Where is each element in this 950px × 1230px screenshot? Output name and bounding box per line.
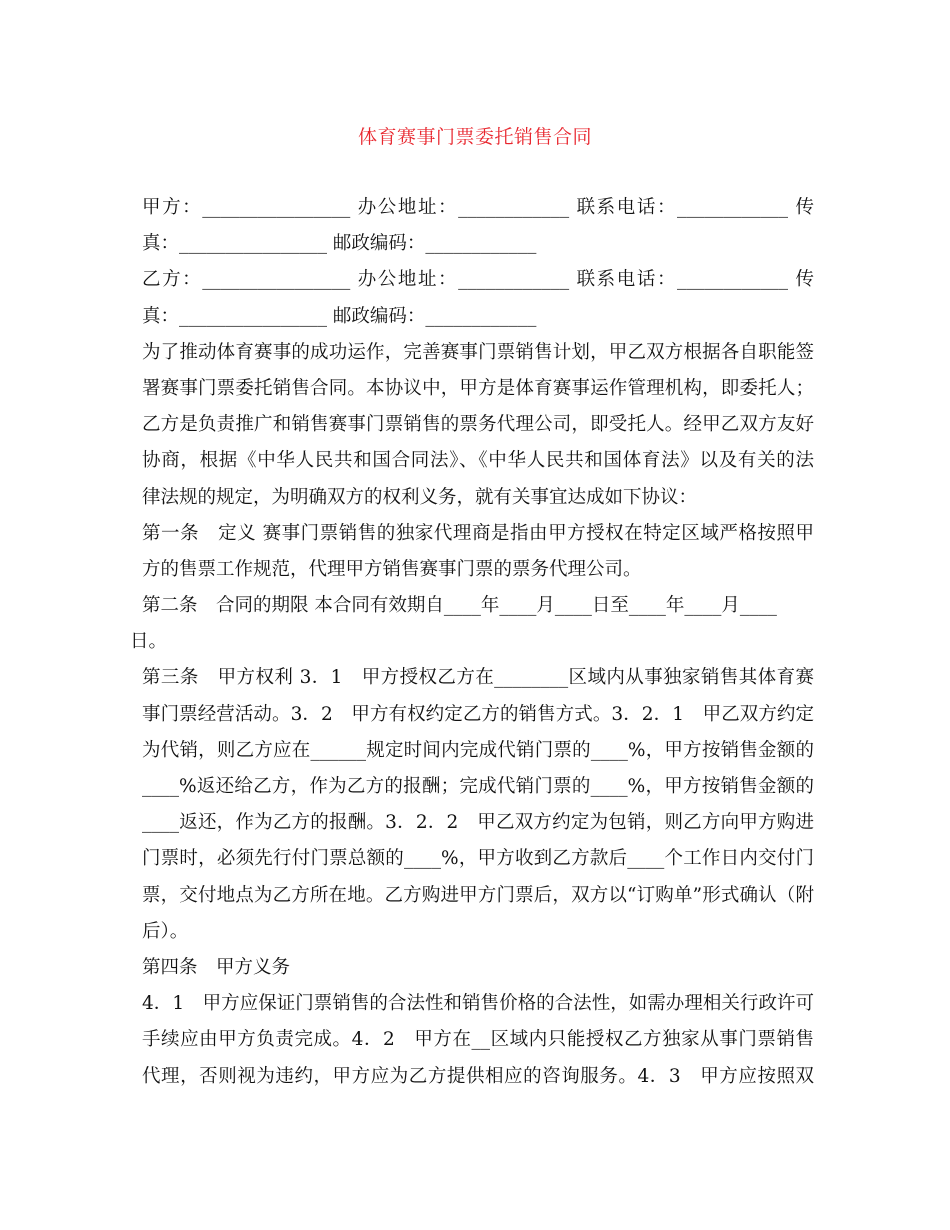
- preamble-line: 署赛事门票委托销售合同。本协议中，甲方是体育赛事运作管理机构，即委托人；: [142, 377, 814, 399]
- article-3-line: ____%返还给乙方，作为乙方的报酬；完成代销门票的____%，甲方按销售金额的: [142, 776, 814, 797]
- party-a-line-2: 真：________________ 邮政编码：____________: [142, 233, 537, 255]
- article-3-line: 票，交付地点为乙方所在地。乙方购进甲方门票后，双方以“订购单”形式确认（附: [142, 884, 814, 906]
- article-3-line: ____返还，作为乙方的报酬。3．2．2 甲乙双方约定为包销，则乙方向甲方购进: [142, 812, 814, 834]
- article-1-line: 方的售票工作规范，代理甲方销售赛事门票的票务代理公司。: [142, 558, 642, 580]
- party-a-line-1: 甲方：________________ 办公地址：____________ 联系电话：____________ 传: [142, 197, 814, 218]
- article-4-line: 手续应由甲方负责完成。4．2 甲方在__区域内只能授权乙方独家从事门票销售: [142, 1029, 814, 1051]
- article-2-line: 第二条 合同的期限 本合同有效期自____年____月____日至____年____月____: [142, 595, 777, 617]
- article-4-line: 代理，否则视为违约，甲方应为乙方提供相应的咨询服务。4．3 甲方应按照双: [142, 1065, 814, 1087]
- party-b-line-2: 真：________________ 邮政编码：____________: [142, 305, 537, 327]
- article-4-heading: 第四条 甲方义务: [142, 956, 291, 978]
- article-3-line: 事门票经营活动。3．2 甲方有权约定乙方的销售方式。3．2．1 甲乙双方约定: [142, 703, 814, 725]
- preamble-line: 乙方是负责推广和销售赛事门票销售的票务代理公司，即受托人。经甲乙双方友好: [142, 414, 814, 436]
- article-3-line: 后）。: [142, 920, 189, 942]
- preamble-line: 律法规的规定，为明确双方的权利义务，就有关事宜达成如下协议：: [142, 486, 698, 508]
- article-1-line: 第一条 定义 赛事门票销售的独家代理商是指由甲方授权在特定区域严格按照甲: [142, 522, 814, 544]
- document-body: [130, 190, 814, 1095]
- party-b-line-1: 乙方：________________ 办公地址：____________ 联系电话：____________ 传: [142, 269, 814, 291]
- preamble-line: 协商，根据《中华人民共和国合同法》、《中华人民共和国体育法》以及有关的法: [142, 450, 814, 472]
- article-2-line: 日。: [130, 631, 168, 653]
- preamble-line: 为了推动体育赛事的成功运作，完善赛事门票销售计划，甲乙双方根据各自职能签: [142, 341, 814, 363]
- article-3-line: 第三条 甲方权利 3．1 甲方授权乙方在________区域内从事独家销售其体育赛: [142, 667, 814, 689]
- document-title: 体育赛事门票委托销售合同: [357, 126, 592, 148]
- article-3-line: 门票时，必须先行付门票总额的____%，甲方收到乙方款后____个工作日内交付门: [142, 848, 814, 870]
- article-3-line: 为代销，则乙方应在______规定时间内完成代销门票的____%，甲方按销售金额的: [142, 739, 814, 761]
- article-4-line: 4．1 甲方应保证门票销售的合法性和销售价格的合法性，如需办理相关行政许可: [142, 993, 814, 1015]
